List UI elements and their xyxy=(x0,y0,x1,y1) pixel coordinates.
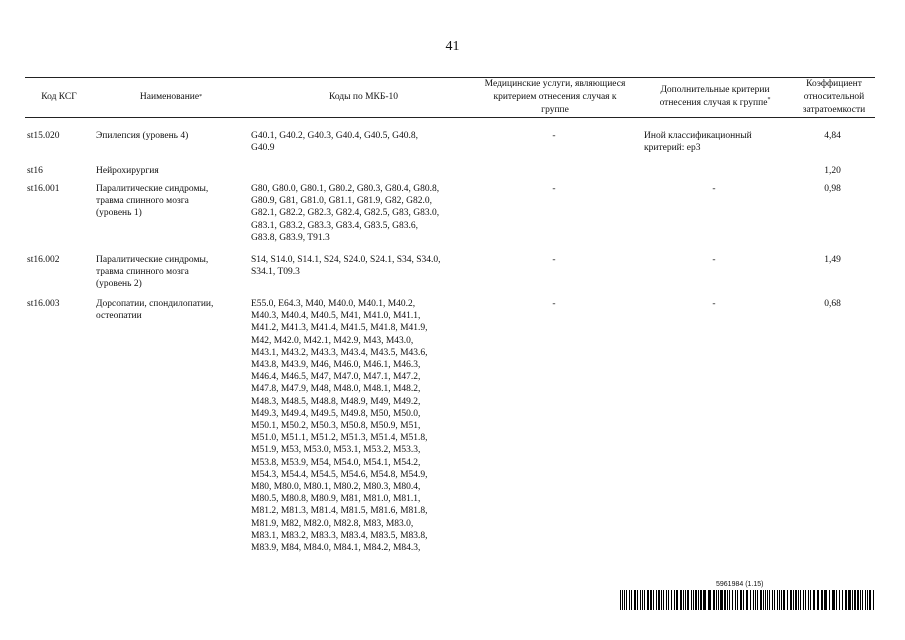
row-code: st16.002 xyxy=(27,255,60,265)
row-criteria: - xyxy=(712,184,716,194)
table-header-rule xyxy=(25,117,875,118)
row-coef: 4,84 xyxy=(824,131,841,141)
row-services: - xyxy=(552,131,556,141)
row-code: st16.001 xyxy=(27,184,60,194)
row-mkb: G40.1, G40.2, G40.3, G40.4, G40.5, G40.8, G40.9 xyxy=(251,131,419,154)
row-coef: 1,20 xyxy=(824,166,841,176)
row-name: Дорсопатии, спондилопатии, остеопатии xyxy=(96,299,214,322)
row-mkb: E55.0, E64.3, M40, M40.0, M40.1, M40.2, M40.3, M40.4, M40.5, M41, M41.0, M41.1, M41.2, M41.3, M41.4, M41.5, M41.8, M41.9, M42, M42.0, M42.1, M42.9, M43, M43.0, M43.1, M43.2, M43.3, M43.4, M43.5, M43.6, M43.8, M43.9, M46, M46.0, M46.1, M46.3, M46.4, M46.5, M47, M47.0, M47.1, M47.2, M47.8, M47.9, M48, M48.0, M48.1, M48.2, M48.3, M48.5, M48.8, M48.9, M49, M49.2, M49.3, M49.4, M49.5, M49.8, M50, M50.0, M50.1, M50.2, M50.3, M50.8, M50.9, M51, M51.0, M51.1, M51.2, M51.3, M51.4, M51.8, M51.9, M53, M53.0, M53.1, M53.2, M53.3, M53.8, M53.9, M54, M54.0, M54.1, M54.2, M54.3, M54.4, M54.5, M54.6, M54.8, M54.9, M80, M80.0, M80.1, M80.2, M80.3, M80.4, M80.5, M80.8, M80.9, M81, M81.0, M81.1, M81.2, M81.3, M81.4, M81.5, M81.6, M81.8, M81.9, M82, M82.0, M82.8, M83, M83.0, M83.1, M83.2, M83.3, M83.4, M83.5, M83.8, M83.9, M84, M84.0, M84.1, M84.2, M84.3, xyxy=(251,299,428,554)
row-coef: 0,68 xyxy=(824,299,841,309)
page-number: 41 xyxy=(445,39,460,54)
row-services: - xyxy=(552,184,556,194)
barcode xyxy=(620,590,875,610)
row-coef: 1,49 xyxy=(824,255,841,265)
row-code: st16.003 xyxy=(27,299,60,309)
row-mkb: S14, S14.0, S14.1, S24, S24.0, S24.1, S34, S34.0, S34.1, T09.3 xyxy=(251,255,441,278)
row-criteria: Иной классификационный критерий: ep3 xyxy=(644,131,752,154)
row-name: Паралитические синдромы, травма спинного мозга (уровень 2) xyxy=(96,255,209,290)
row-name: Нейрохирургия xyxy=(96,166,159,176)
header-mkb: Коды по МКБ-10 xyxy=(328,91,399,102)
row-mkb: G80, G80.0, G80.1, G80.2, G80.3, G80.4, G80.8, G80.9, G81, G81.0, G81.1, G81.9, G82, G82.0, G82.1, G82.2, G82.3, G82.4, G82.5, G83, G83.0, G83.1, G83.2, G83.3, G83.4, G83.5, G83.6, G83.8, G83.9, T91.3 xyxy=(251,184,440,243)
row-services: - xyxy=(552,299,556,309)
header-name: Наименование * xyxy=(139,91,203,102)
header-services: Медицинские услуги, являющиеся критерием отнесения случая к группе xyxy=(484,78,626,115)
header-criteria: Дополнительные критерии отнесения случая к группе* xyxy=(659,85,771,108)
row-code: st15.020 xyxy=(27,131,60,141)
header-coef: Коэффициент относительной затратоемкости xyxy=(802,78,866,115)
row-coef: 0,98 xyxy=(824,184,841,194)
row-services: - xyxy=(552,255,556,265)
row-criteria: - xyxy=(712,299,716,309)
header-code: Код КСГ xyxy=(41,91,77,102)
row-name: Эпилепсия (уровень 4) xyxy=(96,131,189,141)
header-criteria-mark: * xyxy=(767,96,771,103)
row-criteria: - xyxy=(712,255,716,265)
barcode-number: 5961984 (1.15) xyxy=(716,581,764,588)
row-name: Паралитические синдромы, травма спинного мозга (уровень 1) xyxy=(96,184,209,219)
row-code: st16 xyxy=(27,166,43,176)
